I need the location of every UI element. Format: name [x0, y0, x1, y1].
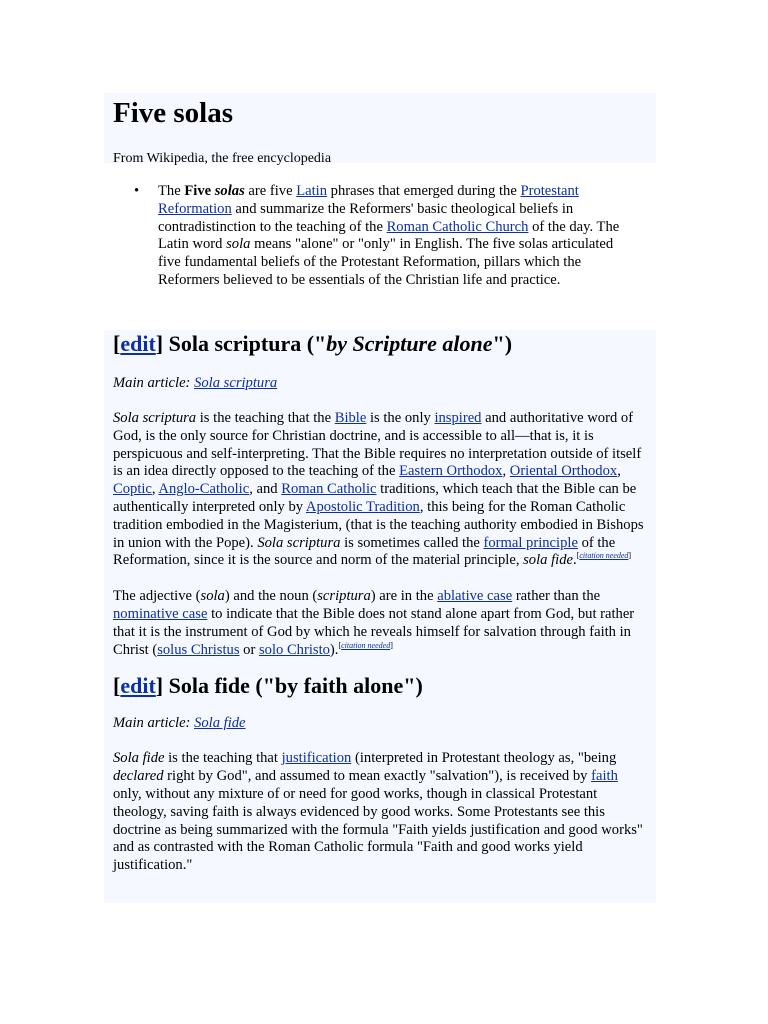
link-ablative-case[interactable]: ablative case — [437, 588, 513, 605]
section-heading-sola-fide: [edit] Sola fide ("by faith alone") — [113, 673, 423, 699]
link-coptic[interactable]: Coptic — [113, 481, 152, 498]
link-sola-fide[interactable]: Sola fide — [194, 715, 246, 732]
citation-needed: [citation needed] — [338, 640, 393, 650]
header-panel — [104, 93, 656, 166]
main-article-note: Main article: Sola scriptura — [113, 375, 278, 391]
link-eastern-orthodox[interactable]: Eastern Orthodox — [399, 463, 503, 480]
edit-link[interactable]: edit — [120, 331, 156, 356]
link-citation-needed[interactable]: citation needed — [341, 640, 391, 650]
link-bible[interactable]: Bible — [334, 410, 367, 426]
page-title: Five solas — [113, 97, 234, 129]
link-apostolic-tradition[interactable]: Apostolic Tradition — [305, 498, 420, 515]
link-roman-catholic-church[interactable]: Roman Catholic Church — [386, 218, 529, 235]
citation-needed: [citation needed] — [576, 551, 632, 561]
main-article-note: Main article: Sola fide — [113, 715, 246, 732]
intro-bullet: • The Five solas are five Latin phrases that emerged during the Protestant Reformation and summarize the Reformers' basic theological beliefs in contradistinction to the teaching of the Roman Catholic Church of the day. The Latin word sola means "alone" or "only" in English. The five solas articulated five fundamental beliefs of the Protestant Reformation, pillars which the Reformers believed to be essentials of the Christian life and practice. — [158, 183, 636, 290]
link-latin[interactable]: Latin — [296, 183, 328, 199]
paragraph-sola-fide-1: Sola fide is the teaching that justification (interpreted in Protestant theology as, "being declared right by God", and assumed to mean exactly "salvation"), is received by faith only, without any mixture of or need for good works, though in classical Protestant theology, saving faith is always evidenced by good works. Some Protestants see this doctrine as being summarized with the formula "Faith yields justification and good works" and as contrasted with the Roman Catholic formula "Faith and good works yield justification." — [113, 750, 643, 874]
content-panel — [104, 330, 656, 903]
link-solo-christo[interactable]: solo Christo — [258, 641, 330, 658]
link-protestant-reformation[interactable]: Protestant Reformation — [158, 183, 579, 217]
section-heading-sola-scriptura: [edit] Sola scriptura ("by Scripture alone") — [113, 331, 513, 356]
link-nominative-case[interactable]: nominative case — [113, 605, 208, 622]
intro-list — [113, 183, 636, 290]
link-justification[interactable]: justification — [281, 750, 352, 767]
link-citation-needed[interactable]: citation needed — [579, 551, 629, 561]
paragraph-sola-scriptura-2: The adjective (sola) and the noun (scriptura) are in the ablative case rather than the nominative case to indicate that the Bible does not stand alone apart from God, but rather that it is the instrument of God by which he reveals himself for salvation through faith in Christ (solus Christus or solo Christo).[citation needed] — [113, 588, 635, 658]
link-roman-catholic[interactable]: Roman Catholic — [281, 481, 377, 498]
link-sola-scriptura[interactable]: Sola scriptura — [194, 375, 278, 391]
paragraph-sola-scriptura-1: Sola scriptura is the teaching that the Bible is the only inspired and authoritative word of God, is the only source for Christian doctrine, and is accessible to all—that is, it is perspicuous and self-interpreting. That the Bible requires no interpretation outside of itself is an idea directly opposed to the teaching of the Eastern Orthodox, Oriental Orthodox, Coptic, Anglo-Catholic, and Roman Catholic traditions, which teach that the Bible can be authentically interpreted only by Apostolic Tradition, this being for the Roman Catholic tradition embodied in the Magisterium, (that is the teaching authority embodied in Bishops in union with the Pope). Sola scriptura is sometimes called the formal principle of the Reformation, since it is the source and norm of the material principle, sola fide.[citation needed] — [113, 410, 644, 569]
page-subtitle: From Wikipedia, the free encyclopedia — [113, 151, 332, 166]
link-formal-principle[interactable]: formal principle — [483, 534, 578, 551]
link-solus-christus[interactable]: solus Christus — [157, 641, 240, 658]
link-inspired[interactable]: inspired — [434, 410, 482, 426]
link-faith[interactable]: faith — [591, 768, 618, 785]
link-anglo-catholic[interactable]: Anglo-Catholic — [158, 481, 250, 498]
edit-link[interactable]: edit — [120, 673, 156, 699]
link-oriental-orthodox[interactable]: Oriental Orthodox — [509, 463, 618, 480]
